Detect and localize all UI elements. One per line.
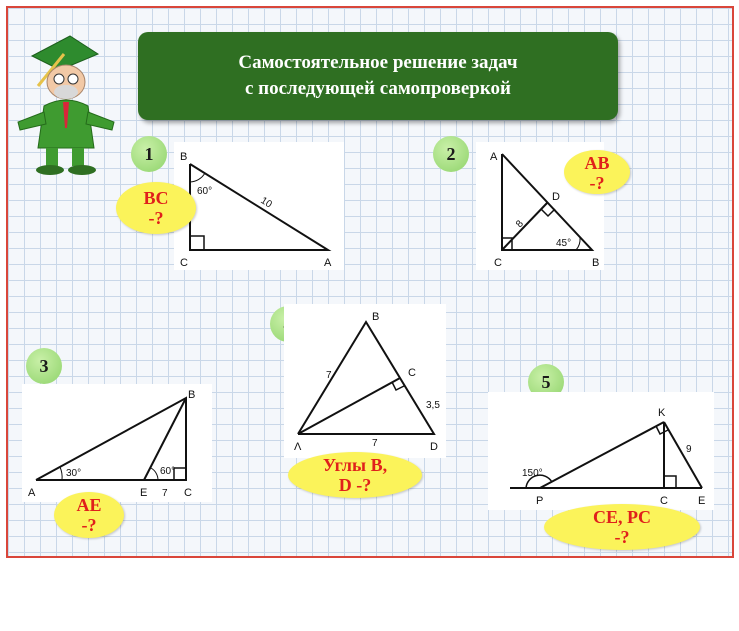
- task-5-segment-pk: [540, 422, 664, 488]
- task-2-vertex-d: D: [552, 191, 560, 203]
- task-2-question-bubble: [564, 150, 630, 194]
- task-1-question-line-2: -?: [148, 208, 164, 228]
- task-1-figure: [174, 142, 344, 270]
- task-2-vertex-a: A: [490, 151, 498, 163]
- task-3-angle-2: 60°: [160, 466, 176, 477]
- task-3-question-line-2: -?: [81, 515, 97, 535]
- task-5-figure: [488, 392, 714, 510]
- task-5-segment-ke: [664, 422, 702, 488]
- task-3-angle-1: 30°: [66, 468, 82, 479]
- task-2-side-label: 8: [514, 218, 526, 231]
- task-1-right-angle-mark: [190, 236, 204, 250]
- task-3-vertex-a: A: [28, 487, 36, 499]
- task-2-angle-label: 45°: [556, 238, 572, 249]
- task-2-vertex-b: B: [592, 257, 600, 269]
- task-5-question-line-1: CE, PC: [593, 507, 651, 527]
- task-4-question-bubble: [288, 452, 422, 498]
- task-number-3: 3: [26, 348, 62, 384]
- title-line-1: Самостоятельное решение задач: [238, 52, 518, 73]
- title-line-2: с последующей самопроверкой: [244, 78, 511, 99]
- task-4-figure: [284, 304, 446, 458]
- task-number-2: 2: [433, 136, 469, 172]
- task-number-5: 5: [528, 364, 564, 400]
- task-1-angle-label: 60°: [197, 186, 213, 197]
- task-5-vertex-k: K: [658, 407, 666, 419]
- task-4-side-ab: 7: [326, 370, 332, 381]
- task-4-vertex-d: D: [430, 441, 438, 453]
- professor-character-icon: [14, 30, 119, 178]
- task-3-question-line-1: AE: [76, 495, 102, 515]
- task-5-question-bubble: [544, 504, 700, 550]
- task-4-question-line-1: Углы B,: [322, 455, 388, 475]
- task-4-vertex-b: B: [372, 311, 380, 323]
- task-5-vertex-c: C: [660, 495, 668, 507]
- task-3-figure: [22, 384, 212, 502]
- task-3-vertex-b: B: [188, 389, 196, 401]
- task-1-question-line-1: BC: [143, 188, 169, 208]
- task-4-side-cd: 3,5: [426, 400, 440, 411]
- slide: [6, 6, 734, 558]
- task-2-question-line-1: AB: [584, 153, 610, 173]
- task-4-vertex-c: C: [408, 367, 416, 379]
- task-4-side-ad: 7: [372, 438, 378, 449]
- task-4-question-line-2: D -?: [338, 475, 372, 495]
- task-2-question-line-2: -?: [589, 173, 605, 193]
- task-1-triangle: [190, 164, 328, 250]
- task-1-vertex-b: B: [180, 151, 188, 163]
- task-4-vertex-a: Λ: [294, 441, 302, 453]
- task-5-angle-label: 150°: [522, 468, 543, 479]
- task-1-vertex-c: C: [180, 257, 188, 269]
- task-number-1: 1: [131, 136, 167, 172]
- task-5-question-line-2: -?: [614, 527, 630, 547]
- task-1-question-bubble: [116, 182, 196, 234]
- title-banner: [138, 32, 618, 120]
- task-4-segment-ac: [298, 378, 400, 434]
- task-1-vertex-a: A: [324, 257, 332, 269]
- task-3-side-label: 7: [162, 488, 168, 499]
- task-5-vertex-p: P: [536, 495, 544, 507]
- task-1-side-label: 10: [258, 195, 274, 211]
- task-2-vertex-c: C: [494, 257, 502, 269]
- task-3-vertex-c: C: [184, 487, 192, 499]
- task-5-side-label: 9: [686, 444, 692, 455]
- task-5-vertex-e: E: [698, 495, 706, 507]
- task-3-question-bubble: [54, 492, 124, 538]
- task-3-vertex-e: E: [140, 487, 148, 499]
